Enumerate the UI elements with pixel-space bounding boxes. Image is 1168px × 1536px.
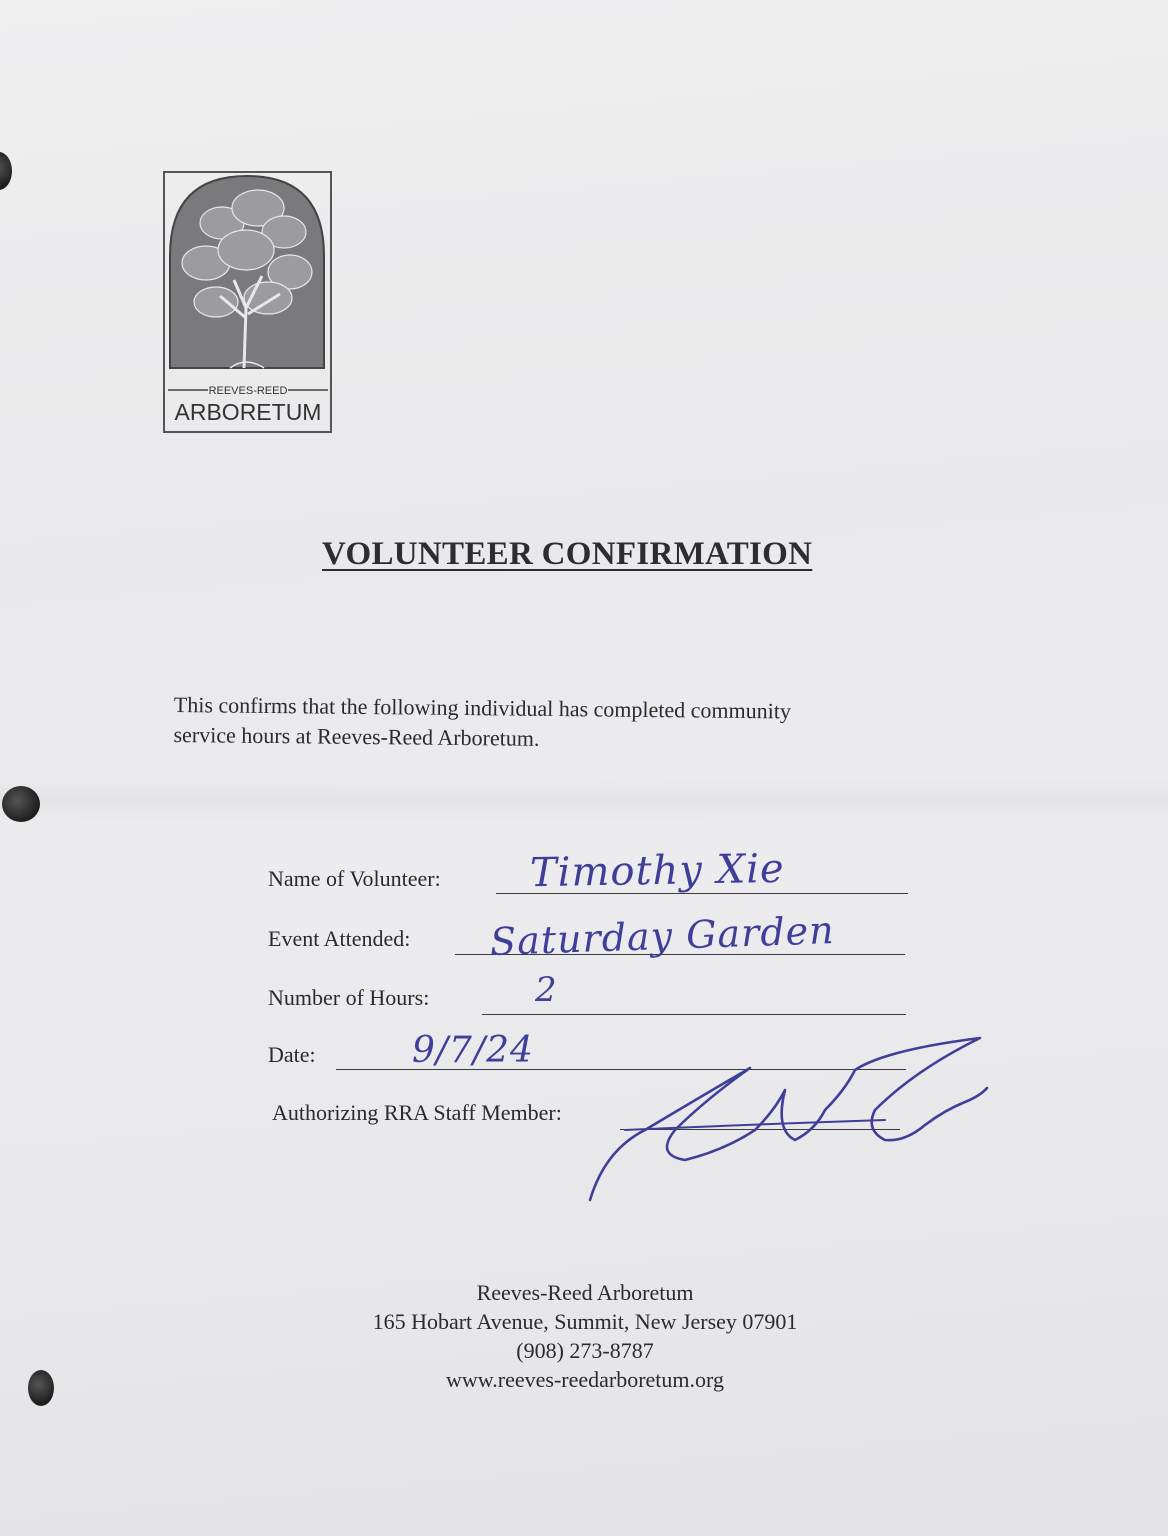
hours-value: 2 [535,970,558,1010]
document-title: VOLUNTEER CONFIRMATION [322,536,813,572]
footer-website: www.reeves-reedarboretum.org [446,1367,724,1392]
intro-line-1: This confirms that the following individual has completed community [173,691,792,724]
logo-text-large: ARBORETUM [174,399,322,425]
intro-paragraph [173,690,994,759]
volunteer-value: Timothy Xie [529,845,785,897]
intro-line-2: service hours at Reeves-Reed Arboretum. [173,721,540,751]
event-label: Event Attended: [268,926,411,951]
punch-hole-middle [2,786,40,822]
hours-label: Number of Hours: [268,985,430,1010]
date-label: Date: [268,1042,316,1067]
punch-hole-bottom [28,1370,54,1406]
hours-line [482,1014,906,1015]
date-value: 9/7/24 [412,1030,534,1071]
arboretum-logo [160,168,335,436]
staff-label: Authorizing RRA Staff Member: [272,1100,562,1125]
staff-signature [585,1030,1005,1210]
footer-address-block [300,1278,870,1394]
footer-address: 165 Hobart Avenue, Summit, New Jersey 07901 [372,1309,798,1334]
punch-hole-top [0,152,12,190]
footer-org: Reeves-Reed Arboretum [476,1280,694,1305]
event-value: Saturday Garden [489,908,836,964]
logo-text-small: REEVES-REED [208,385,288,397]
footer-phone: (908) 273-8787 [516,1338,654,1363]
paper-fold [0,780,1168,820]
volunteer-label: Name of Volunteer: [268,866,441,891]
